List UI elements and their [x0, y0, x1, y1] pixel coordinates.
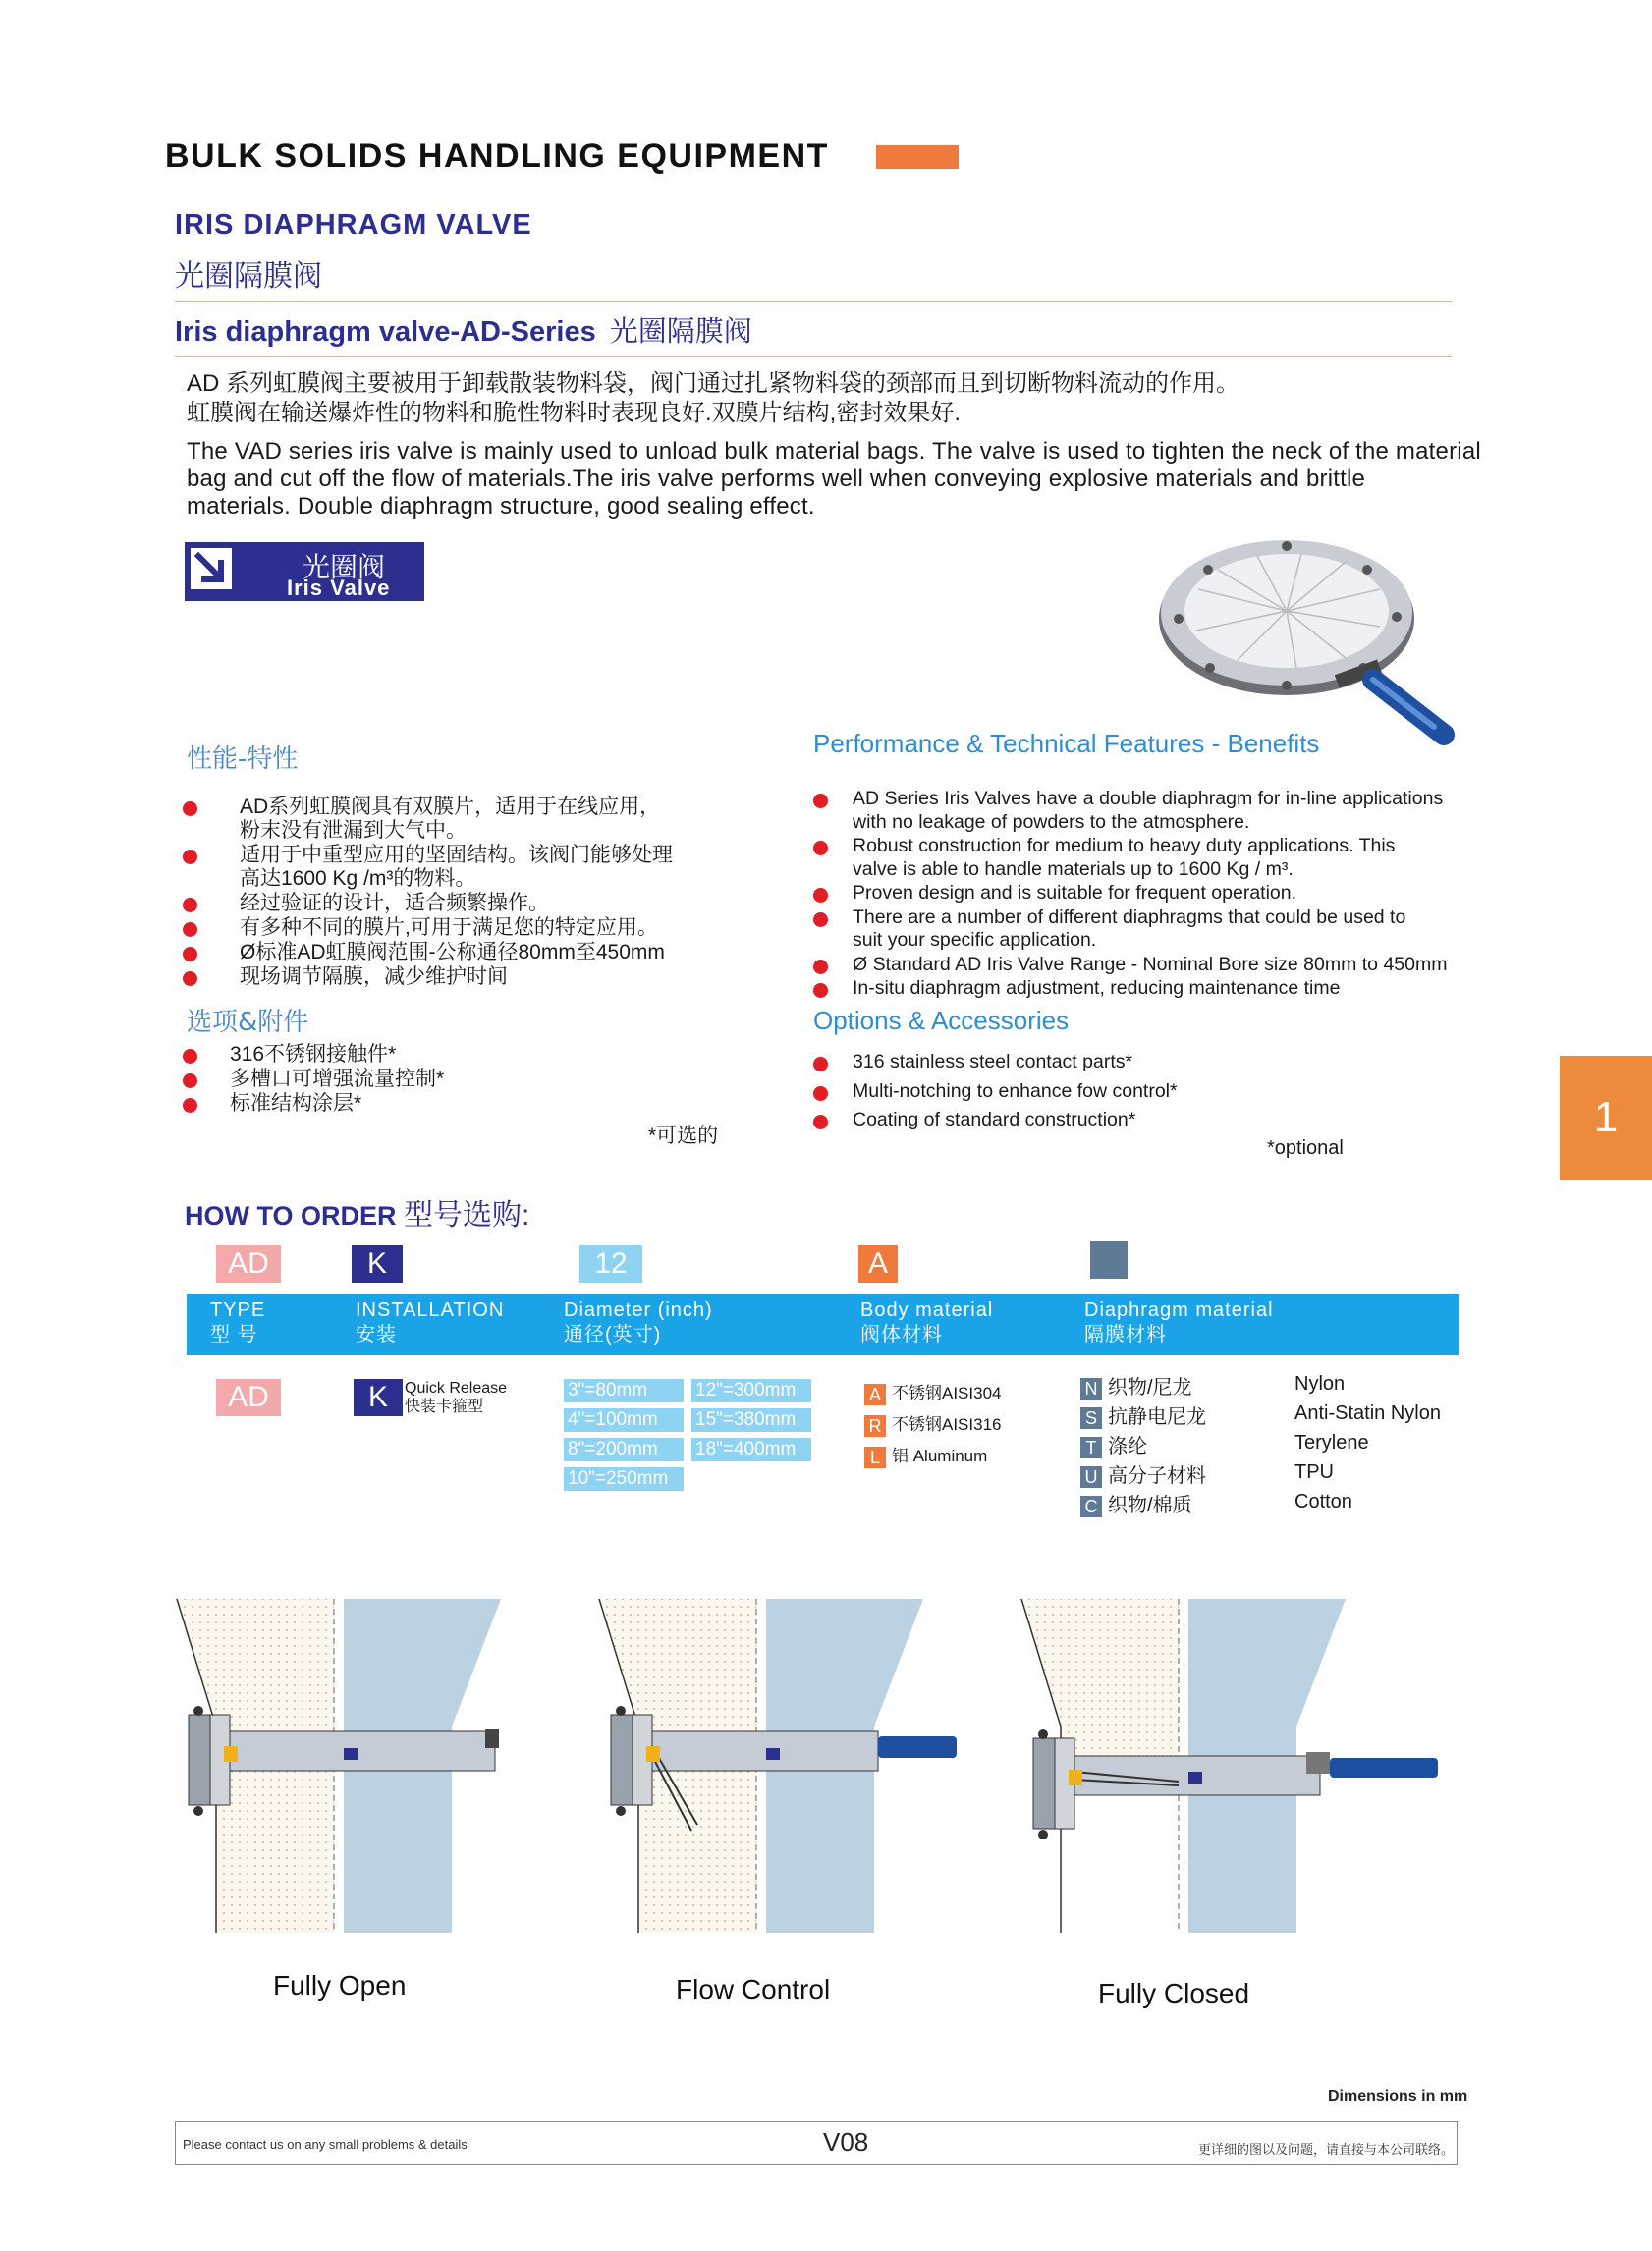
arrow-down-right-icon — [191, 548, 232, 589]
diameter-option: 4"=100mm — [564, 1408, 684, 1432]
intro-cn-line: 虹膜阀在输送爆炸性的物料和脆性物料时表现良好.双膜片结构,密封效果好. — [187, 400, 962, 426]
col-type: TYPE 型 号 — [210, 1299, 266, 1345]
list-item: In-situ diaphragm adjustment, reducing maintenance time — [813, 977, 1501, 1001]
header-title: BULK SOLIDS HANDLING EQUIPMENT — [165, 137, 829, 175]
list-item: Proven design and is suitable for frequent operation. — [813, 882, 1501, 906]
features-en-list — [813, 788, 1501, 1002]
features-cn-heading: 性能-特性 — [187, 744, 299, 774]
footer-contact: Please contact us on any small problems & details — [183, 2137, 468, 2152]
list-item: Ø Standard AD Iris Valve Range - Nominal Bore size 80mm to 450mm — [813, 954, 1501, 977]
list-item: 标准结构涂层* — [183, 1092, 674, 1116]
diaphragm-en: Terylene — [1294, 1432, 1369, 1454]
code-diaphragm — [1090, 1241, 1128, 1279]
features-en-heading: Performance & Technical Features - Benefits — [813, 729, 1320, 758]
diaphragm-en: Anti-Statin Nylon — [1294, 1402, 1441, 1424]
list-item: 现场调节隔膜，减少维护时间 — [183, 965, 792, 989]
optional-note-en: *optional — [1267, 1137, 1344, 1159]
code-install: K — [352, 1245, 403, 1283]
subtitle-cn: 光圈隔膜阀 — [609, 316, 752, 348]
diaphragm-en: Cotton — [1294, 1491, 1352, 1512]
col-diameter: Diameter (inch) 通径(英寸) — [564, 1299, 713, 1345]
page-number: V08 — [823, 2127, 869, 2157]
diaphragm-option: U 高分子材料 — [1080, 1459, 1206, 1488]
how-to-order-heading: HOW TO ORDER 型号选购: — [185, 1199, 530, 1232]
list-item: AD系列虹膜阀具有双膜片，适用于在线应用， 粉末没有泄漏到大气中。 — [183, 796, 792, 843]
diameter-option: 3"=80mm — [564, 1379, 684, 1402]
diameter-option: 10"=250mm — [564, 1467, 684, 1491]
col-body: Body material 阀体材料 — [860, 1299, 994, 1345]
diaphragm-option: T 涤纶 — [1080, 1430, 1147, 1458]
list-item: 316 stainless steel contact parts* — [813, 1051, 1363, 1074]
list-item: Robust construction for medium to heavy duty applications. This valve is able to handle materials up to 1600 Kg / m³. — [813, 835, 1501, 881]
diagram-fully-open — [177, 1599, 501, 1933]
divider — [175, 301, 1452, 302]
dimensions-note: Dimensions in mm — [1328, 2088, 1468, 2105]
list-item: 316不锈钢接触件* — [183, 1043, 674, 1067]
install-desc: Quick Release 快装卡箍型 — [405, 1380, 508, 1415]
options-cn-heading: 选项&附件 — [187, 1008, 309, 1037]
code-diameter: 12 — [579, 1245, 642, 1283]
body-option: A 不锈钢AISI304 — [864, 1379, 1002, 1405]
iris-valve-badge — [185, 542, 424, 601]
diaphragm-en: Nylon — [1294, 1373, 1346, 1395]
diaphragm-option: N 织物/尼龙 — [1080, 1371, 1192, 1400]
code-body: A — [858, 1245, 898, 1283]
type-value: AD — [216, 1379, 281, 1416]
list-item: 适用于中重型应用的坚固结构。该阀门能够处理 高达1600 Kg /m³的物料。 — [183, 844, 792, 891]
install-code: K — [354, 1379, 403, 1416]
divider — [175, 356, 1452, 357]
diagram-fully-closed — [1021, 1599, 1438, 1933]
list-item: 多槽口可增强流量控制* — [183, 1068, 674, 1091]
options-cn-list — [183, 1043, 674, 1117]
iris-valve-photo — [1139, 511, 1473, 766]
badge-cn: 光圈阀 — [303, 552, 386, 582]
list-item: AD Series Iris Valves have a double diaphragm for in-line applications with no leakage of powders to the atmosphere. — [813, 788, 1501, 834]
code-type: AD — [216, 1245, 281, 1283]
body-option: R 不锈钢AISI316 — [864, 1410, 1002, 1437]
header-accent-bar — [876, 145, 959, 169]
caption-fully-open: Fully Open — [273, 1970, 407, 2001]
features-cn-list — [183, 796, 792, 990]
diameter-option: 12"=300mm — [691, 1379, 811, 1402]
diaphragm-option: C 织物/棉质 — [1080, 1489, 1192, 1517]
list-item: 经过验证的设计，适合频繁操作。 — [183, 892, 792, 915]
chapter-tab: 1 — [1560, 1056, 1652, 1180]
caption-flow-control: Flow Control — [676, 1974, 831, 2004]
options-en-list — [813, 1051, 1363, 1133]
list-item: Ø标准AD虹膜阀范围-公称通径80mm至450mm — [183, 941, 792, 964]
intro-en-line: bag and cut off the flow of materials.The iris valve performs well when conveying explosive materials and brittle — [187, 466, 1366, 492]
list-item: 有多种不同的膜片,可用于满足您的特定应用。 — [183, 916, 792, 940]
intro-en-line: materials. Double diaphragm structure, good sealing effect. — [187, 493, 815, 520]
diaphragm-en: TPU — [1294, 1461, 1334, 1483]
valve-diagrams — [167, 1589, 1483, 1943]
col-diaphragm: Diaphragm material 隔膜材料 — [1084, 1299, 1274, 1345]
subtitle — [175, 309, 752, 350]
list-item: Multi-notching to enhance fow control* — [813, 1080, 1363, 1104]
options-en-heading: Options & Accessories — [813, 1006, 1070, 1035]
subtitle-en: Iris diaphragm valve-AD-Series — [175, 316, 596, 348]
list-item: There are a number of different diaphragms that could be used to suit your specific application. — [813, 906, 1501, 953]
badge-en: Iris Valve — [287, 576, 391, 600]
diameter-option: 8"=200mm — [564, 1438, 684, 1461]
diameter-option: 15"=380mm — [691, 1408, 811, 1432]
section-title-en: IRIS DIAPHRAGM VALVE — [175, 209, 532, 241]
list-item: Coating of standard construction* — [813, 1109, 1363, 1132]
body-option: L 铝 Aluminum — [864, 1442, 987, 1468]
section-title-cn: 光圈隔膜阀 — [175, 259, 322, 294]
diameter-option: 18"=400mm — [691, 1438, 811, 1461]
col-install: INSTALLATION 安装 — [356, 1299, 505, 1345]
footer-contact-cn: 更详细的图以及问题，请直接与本公司联络。 — [1198, 2143, 1455, 2158]
diaphragm-option: S 抗静电尼龙 — [1080, 1400, 1206, 1429]
diagram-flow-control — [599, 1599, 957, 1933]
intro-text — [187, 369, 1483, 521]
caption-fully-closed: Fully Closed — [1098, 1978, 1250, 2008]
optional-note-cn: *可选的 — [648, 1125, 719, 1147]
intro-cn-line: AD 系列虹膜阀主要被用于卸载散装物料袋，阀门通过扎紧物料袋的颈部而且到切断物料流动的作用。 — [187, 370, 1240, 397]
intro-en-line: The VAD series iris valve is mainly used to unload bulk material bags. The valve is used to tighten the neck of the material — [187, 438, 1481, 465]
